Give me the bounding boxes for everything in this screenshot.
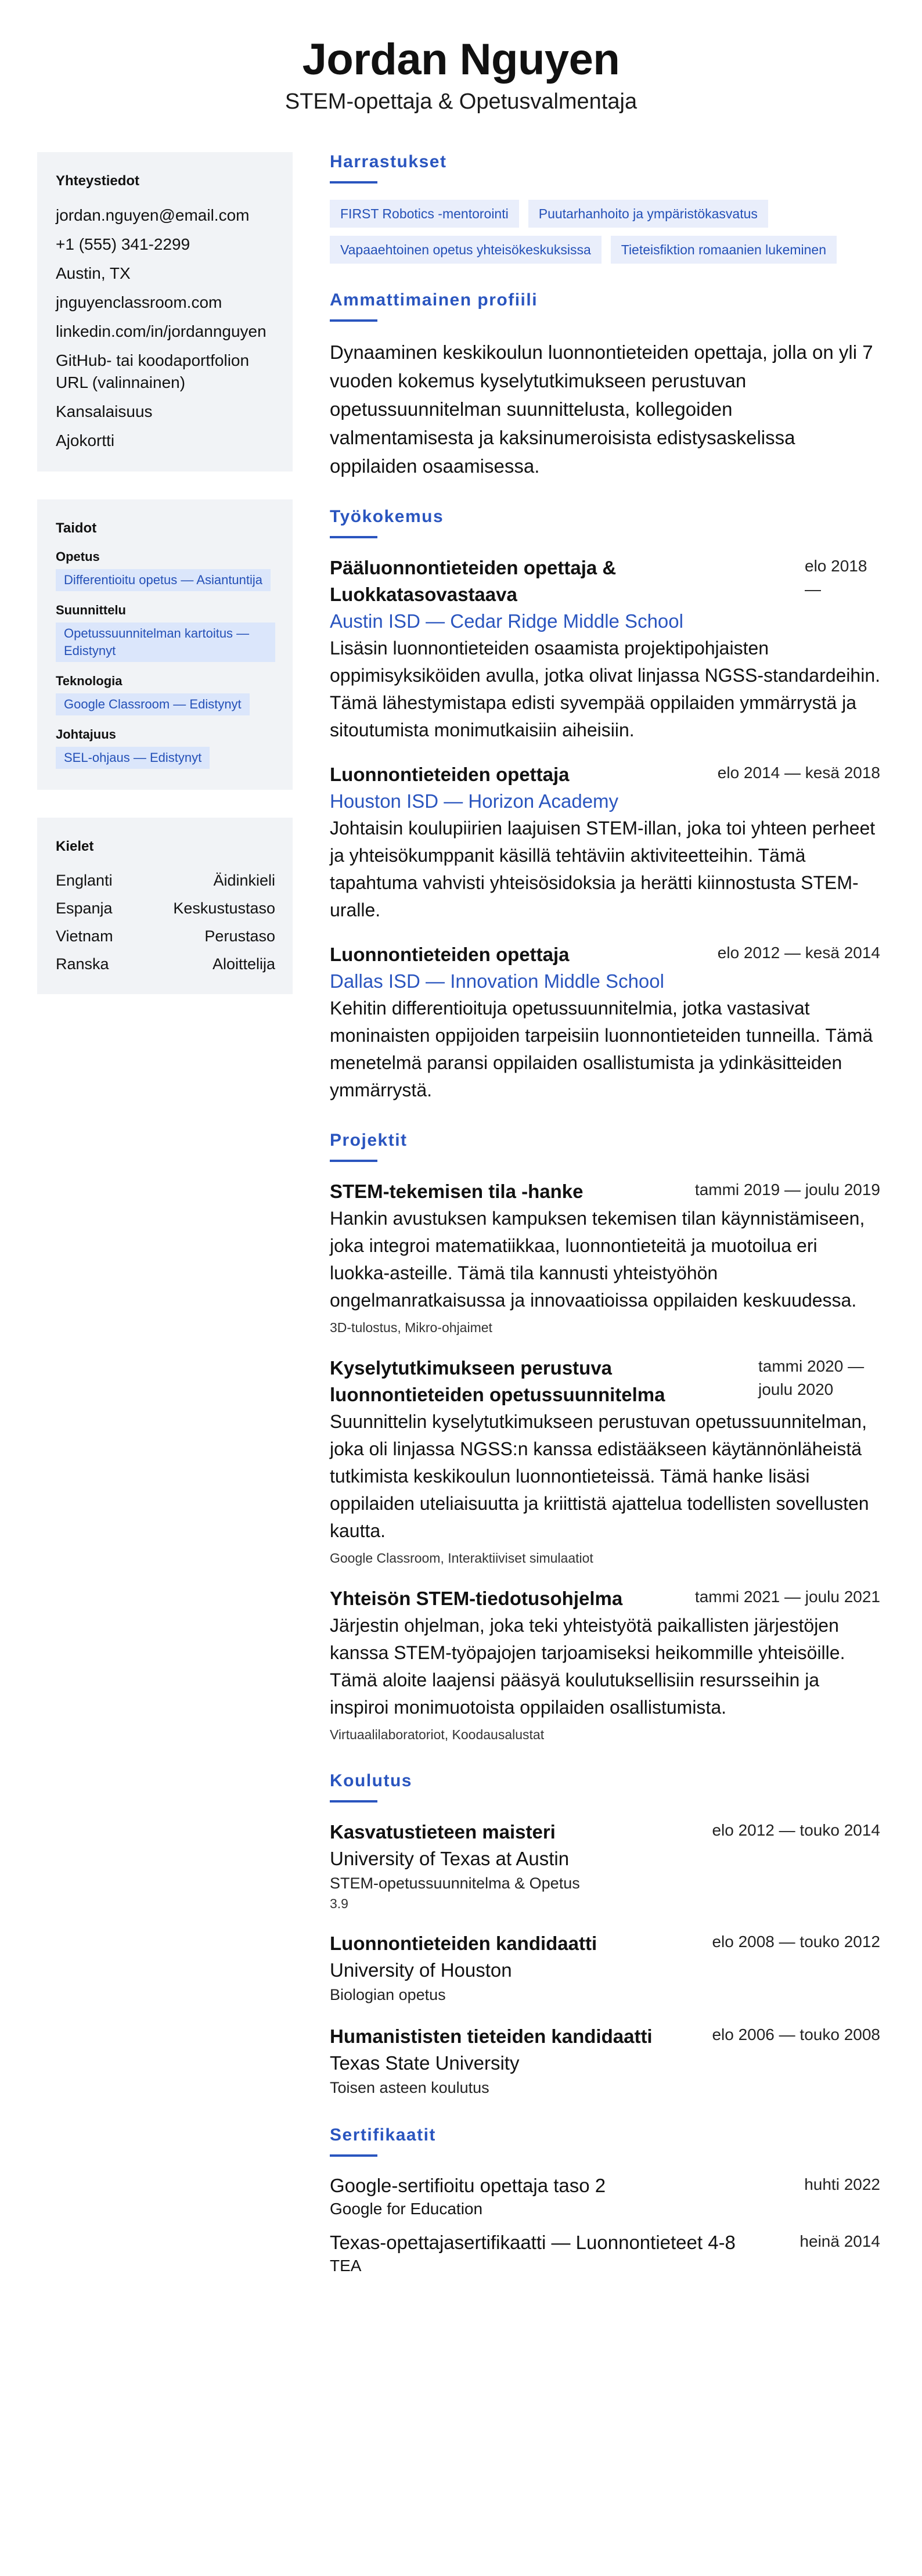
contact-citizenship: Kansalaisuus xyxy=(56,402,153,420)
education-heading: Koulutus xyxy=(330,1771,412,1790)
profile-summary: Dynaaminen keskikoulun luonnontieteiden opettaja, jolla on yli 7 vuoden kokemus kyselytutkimukseen perustuvan opetussuunnitelman suunnittelusta, kollegoiden valmentamisesta ja kaksinumeroisista edistysaskelissa oppilaiden osaamisessa. xyxy=(330,341,873,477)
skill-chip: SEL-ohjaus — Edistynyt xyxy=(56,747,210,769)
project-description: Järjestin ohjelman, joka teki yhteistyötä paikallisten järjestöjen kanssa STEM-työpajojen tarjoamiseksi heikommille yhteisöille. Tämä aloite laajensi pääsyä koulutuksellisiin resursseihin ja inspiroi monimuotoista oppilaiden osallistumista. xyxy=(330,1615,845,1718)
certificate-date: huhti 2022 xyxy=(804,2175,880,2193)
language-row xyxy=(56,926,275,947)
hobby-chip: Puutarhanhoito ja ympäristökasvatus xyxy=(528,200,768,228)
school-name: University of Houston xyxy=(330,1959,512,1981)
certificate-entry xyxy=(330,2230,880,2276)
education-field: Toisen asteen koulutus xyxy=(330,2079,489,2096)
certificate-entry xyxy=(330,2173,880,2219)
job-organization: Houston ISD — Horizon Academy xyxy=(330,790,619,812)
degree-name: Humanististen tieteiden kandidaatti xyxy=(330,2025,653,2047)
education-entry xyxy=(330,1819,880,1913)
hobbies-section xyxy=(330,152,880,264)
skill-group xyxy=(56,727,275,769)
sidebar xyxy=(37,152,293,1022)
job-role: Luonnontieteiden opettaja xyxy=(330,944,570,965)
language-level: Keskustustaso xyxy=(173,900,275,917)
skill-group-title: Johtajuus xyxy=(56,727,116,742)
main-column xyxy=(330,152,880,2303)
languages-card xyxy=(37,818,293,994)
skills-heading: Taidot xyxy=(56,520,97,536)
resume-header xyxy=(0,0,922,116)
education-gpa: 3.9 xyxy=(330,1896,348,1911)
education-entry xyxy=(330,2023,880,2099)
certificates-heading: Sertifikaatit xyxy=(330,2125,436,2145)
job-date: elo 2014 — kesä 2018 xyxy=(717,764,880,782)
projects-heading: Projektit xyxy=(330,1131,408,1150)
project-date: tammi 2021 — joulu 2021 xyxy=(694,1588,880,1606)
experience-entry xyxy=(330,555,880,744)
skills-card xyxy=(37,499,293,790)
section-divider xyxy=(330,2154,377,2157)
project-date: tammi 2020 — joulu 2020 xyxy=(758,1357,865,1398)
education-date: elo 2008 — touko 2012 xyxy=(712,1933,880,1951)
profile-heading: Ammattimainen profiili xyxy=(330,290,538,310)
contact-email[interactable]: jordan.nguyen@email.com xyxy=(56,206,250,224)
language-name: Englanti xyxy=(56,872,113,889)
project-name: Kyselytutkimukseen perustuva luonnontieteiden opetussuunnitelma xyxy=(330,1357,665,1405)
project-description: Suunnittelin kyselytutkimukseen perustuvan opetussuunnitelman, joka oli linjassa NGSS:n kanssa edistääkseen käytännönläheistä tutkimista keskikoulun luonnontieteissä. Tämä hanke lisäsi oppilaiden uteliaisuutta ja kriittistä ajattelua todellisten sovellusten kautta. xyxy=(330,1411,869,1541)
project-name: Yhteisön STEM-tiedotusohjelma xyxy=(330,1588,623,1609)
education-field: Biologian opetus xyxy=(330,1986,446,2003)
skill-chip: Opetussuunnitelman kartoitus — Edistynyt xyxy=(56,623,275,662)
skill-group xyxy=(56,603,275,662)
project-tags: 3D-tulostus, Mikro-ohjaimet xyxy=(330,1320,492,1335)
degree-name: Kasvatustieteen maisteri xyxy=(330,1821,556,1843)
experience-section xyxy=(330,507,880,1104)
skill-group xyxy=(56,549,275,591)
contact-license: Ajokortti xyxy=(56,431,115,449)
candidate-title: STEM-opettaja & Opetusvalmentaja xyxy=(284,89,638,114)
language-name: Espanja xyxy=(56,900,113,917)
contact-heading: Yhteystiedot xyxy=(56,173,140,189)
section-divider xyxy=(330,536,377,538)
certificate-issuer: Google for Education xyxy=(330,2200,483,2218)
skill-group xyxy=(56,674,275,715)
contact-portfolio: GitHub- tai koodaportfolion URL (valinnainen) xyxy=(56,351,250,391)
contact-card xyxy=(37,152,293,472)
skill-group-title: Suunnittelu xyxy=(56,603,126,617)
project-entry xyxy=(330,1178,880,1337)
certificate-date: heinä 2014 xyxy=(799,2232,880,2250)
school-name: Texas State University xyxy=(330,2052,520,2074)
skill-group-title: Teknologia xyxy=(56,674,123,688)
education-date: elo 2006 — touko 2008 xyxy=(712,2025,880,2043)
language-name: Vietnam xyxy=(56,927,113,945)
job-date: elo 2012 — kesä 2014 xyxy=(717,944,880,962)
certificate-issuer: TEA xyxy=(330,2257,362,2275)
job-role: Pääluonnontieteiden opettaja & Luokkatasovastaava xyxy=(330,557,617,605)
experience-entry xyxy=(330,941,880,1104)
hobby-chip: Vapaaehtoinen opetus yhteisökeskuksissa xyxy=(330,236,602,264)
hobby-chip: FIRST Robotics -mentorointi xyxy=(330,200,519,228)
language-level: Äidinkieli xyxy=(213,872,275,889)
candidate-name: Jordan Nguyen xyxy=(302,35,620,84)
contact-website[interactable]: jnguyenclassroom.com xyxy=(56,293,222,311)
experience-entry xyxy=(330,761,880,924)
skill-chip: Differentioitu opetus — Asiantuntija xyxy=(56,569,271,591)
section-divider xyxy=(330,319,377,322)
language-row xyxy=(56,870,275,891)
skill-group-title: Opetus xyxy=(56,549,100,564)
hobbies-heading: Harrastukset xyxy=(330,152,447,171)
skill-chip: Google Classroom — Edistynyt xyxy=(56,693,250,715)
hobby-list xyxy=(330,200,880,264)
language-level: Aloittelija xyxy=(212,955,275,973)
job-organization: Austin ISD — Cedar Ridge Middle School xyxy=(330,610,683,632)
section-divider xyxy=(330,181,377,184)
certificate-name: Google-sertifioitu opettaja taso 2 xyxy=(330,2175,606,2196)
language-level: Perustaso xyxy=(204,927,275,945)
certificate-name: Texas-opettajasertifikaatti — Luonnontieteet 4-8 xyxy=(330,2232,736,2253)
job-date: elo 2018 — xyxy=(805,557,867,598)
project-entry xyxy=(330,1355,880,1568)
project-tags: Virtuaalilaboratoriot, Koodausalustat xyxy=(330,1727,545,1742)
job-description: Lisäsin luonnontieteiden osaamista projektipohjaisten oppimisyksiköiden avulla, jotka olivat linjassa NGSS-standardeihin. Tämä lähestymistapa edisti syvempää oppilaiden ymmärrystä ja sitoutumista monimutkaisiin aiheisiin. xyxy=(330,638,881,740)
degree-name: Luonnontieteiden kandidaatti xyxy=(330,1933,597,1954)
job-role: Luonnontieteiden opettaja xyxy=(330,764,570,785)
languages-heading: Kielet xyxy=(56,839,94,854)
contact-phone[interactable]: +1 (555) 341-2299 xyxy=(56,235,190,253)
job-organization: Dallas ISD — Innovation Middle School xyxy=(330,970,664,992)
experience-heading: Työkokemus xyxy=(330,507,444,526)
hobby-chip: Tieteisfiktion romaanien lukeminen xyxy=(611,236,837,264)
education-date: elo 2012 — touko 2014 xyxy=(712,1821,880,1839)
project-entry xyxy=(330,1585,880,1744)
project-tags: Google Classroom, Interaktiiviset simulaatiot xyxy=(330,1550,593,1566)
contact-linkedin[interactable]: linkedin.com/in/jordannguyen xyxy=(56,322,266,340)
education-section xyxy=(330,1771,880,2099)
school-name: University of Texas at Austin xyxy=(330,1848,570,1869)
project-description: Hankin avustuksen kampuksen tekemisen tilan käynnistämiseen, joka integroi matematiikkaa, luonnontieteitä ja muotoilua eri luokka-asteille. Tämä tila kannusti yhteistyöhön ongelmanratkaisussa ja innovaatioissa oppilaiden keskuudessa. xyxy=(330,1208,865,1311)
job-description: Johtaisin koulupiirien laajuisen STEM-illan, joka toi yhteen perheet ja yhteisökumppanit käsillä tehtäviin aktiviteetteihin. Tämä tapahtuma vahvisti yhteisösidoksia ja herätti kiinnostusta STEM-uralle. xyxy=(330,818,876,920)
project-name: STEM-tekemisen tila -hanke xyxy=(330,1181,584,1202)
job-description: Kehitin differentioituja opetussuunnitelmia, jotka vastasivat moninaisten oppijoiden tarpeisiin luonnontieteiden tunneilla. Tämä menetelmä paransi oppilaiden osallistumista ja ydinkäsitteiden ymmärrystä. xyxy=(330,998,873,1100)
education-entry xyxy=(330,1930,880,2006)
section-divider xyxy=(330,1160,377,1162)
project-date: tammi 2019 — joulu 2019 xyxy=(694,1181,880,1199)
section-divider xyxy=(330,1800,377,1803)
projects-section xyxy=(330,1131,880,1744)
profile-section xyxy=(330,290,880,480)
language-row xyxy=(56,898,275,919)
certificates-section xyxy=(330,2125,880,2276)
language-name: Ranska xyxy=(56,955,109,973)
education-field: STEM-opetussuunnitelma & Opetus xyxy=(330,1875,580,1892)
contact-location: Austin, TX xyxy=(56,264,131,282)
language-row xyxy=(56,954,275,974)
